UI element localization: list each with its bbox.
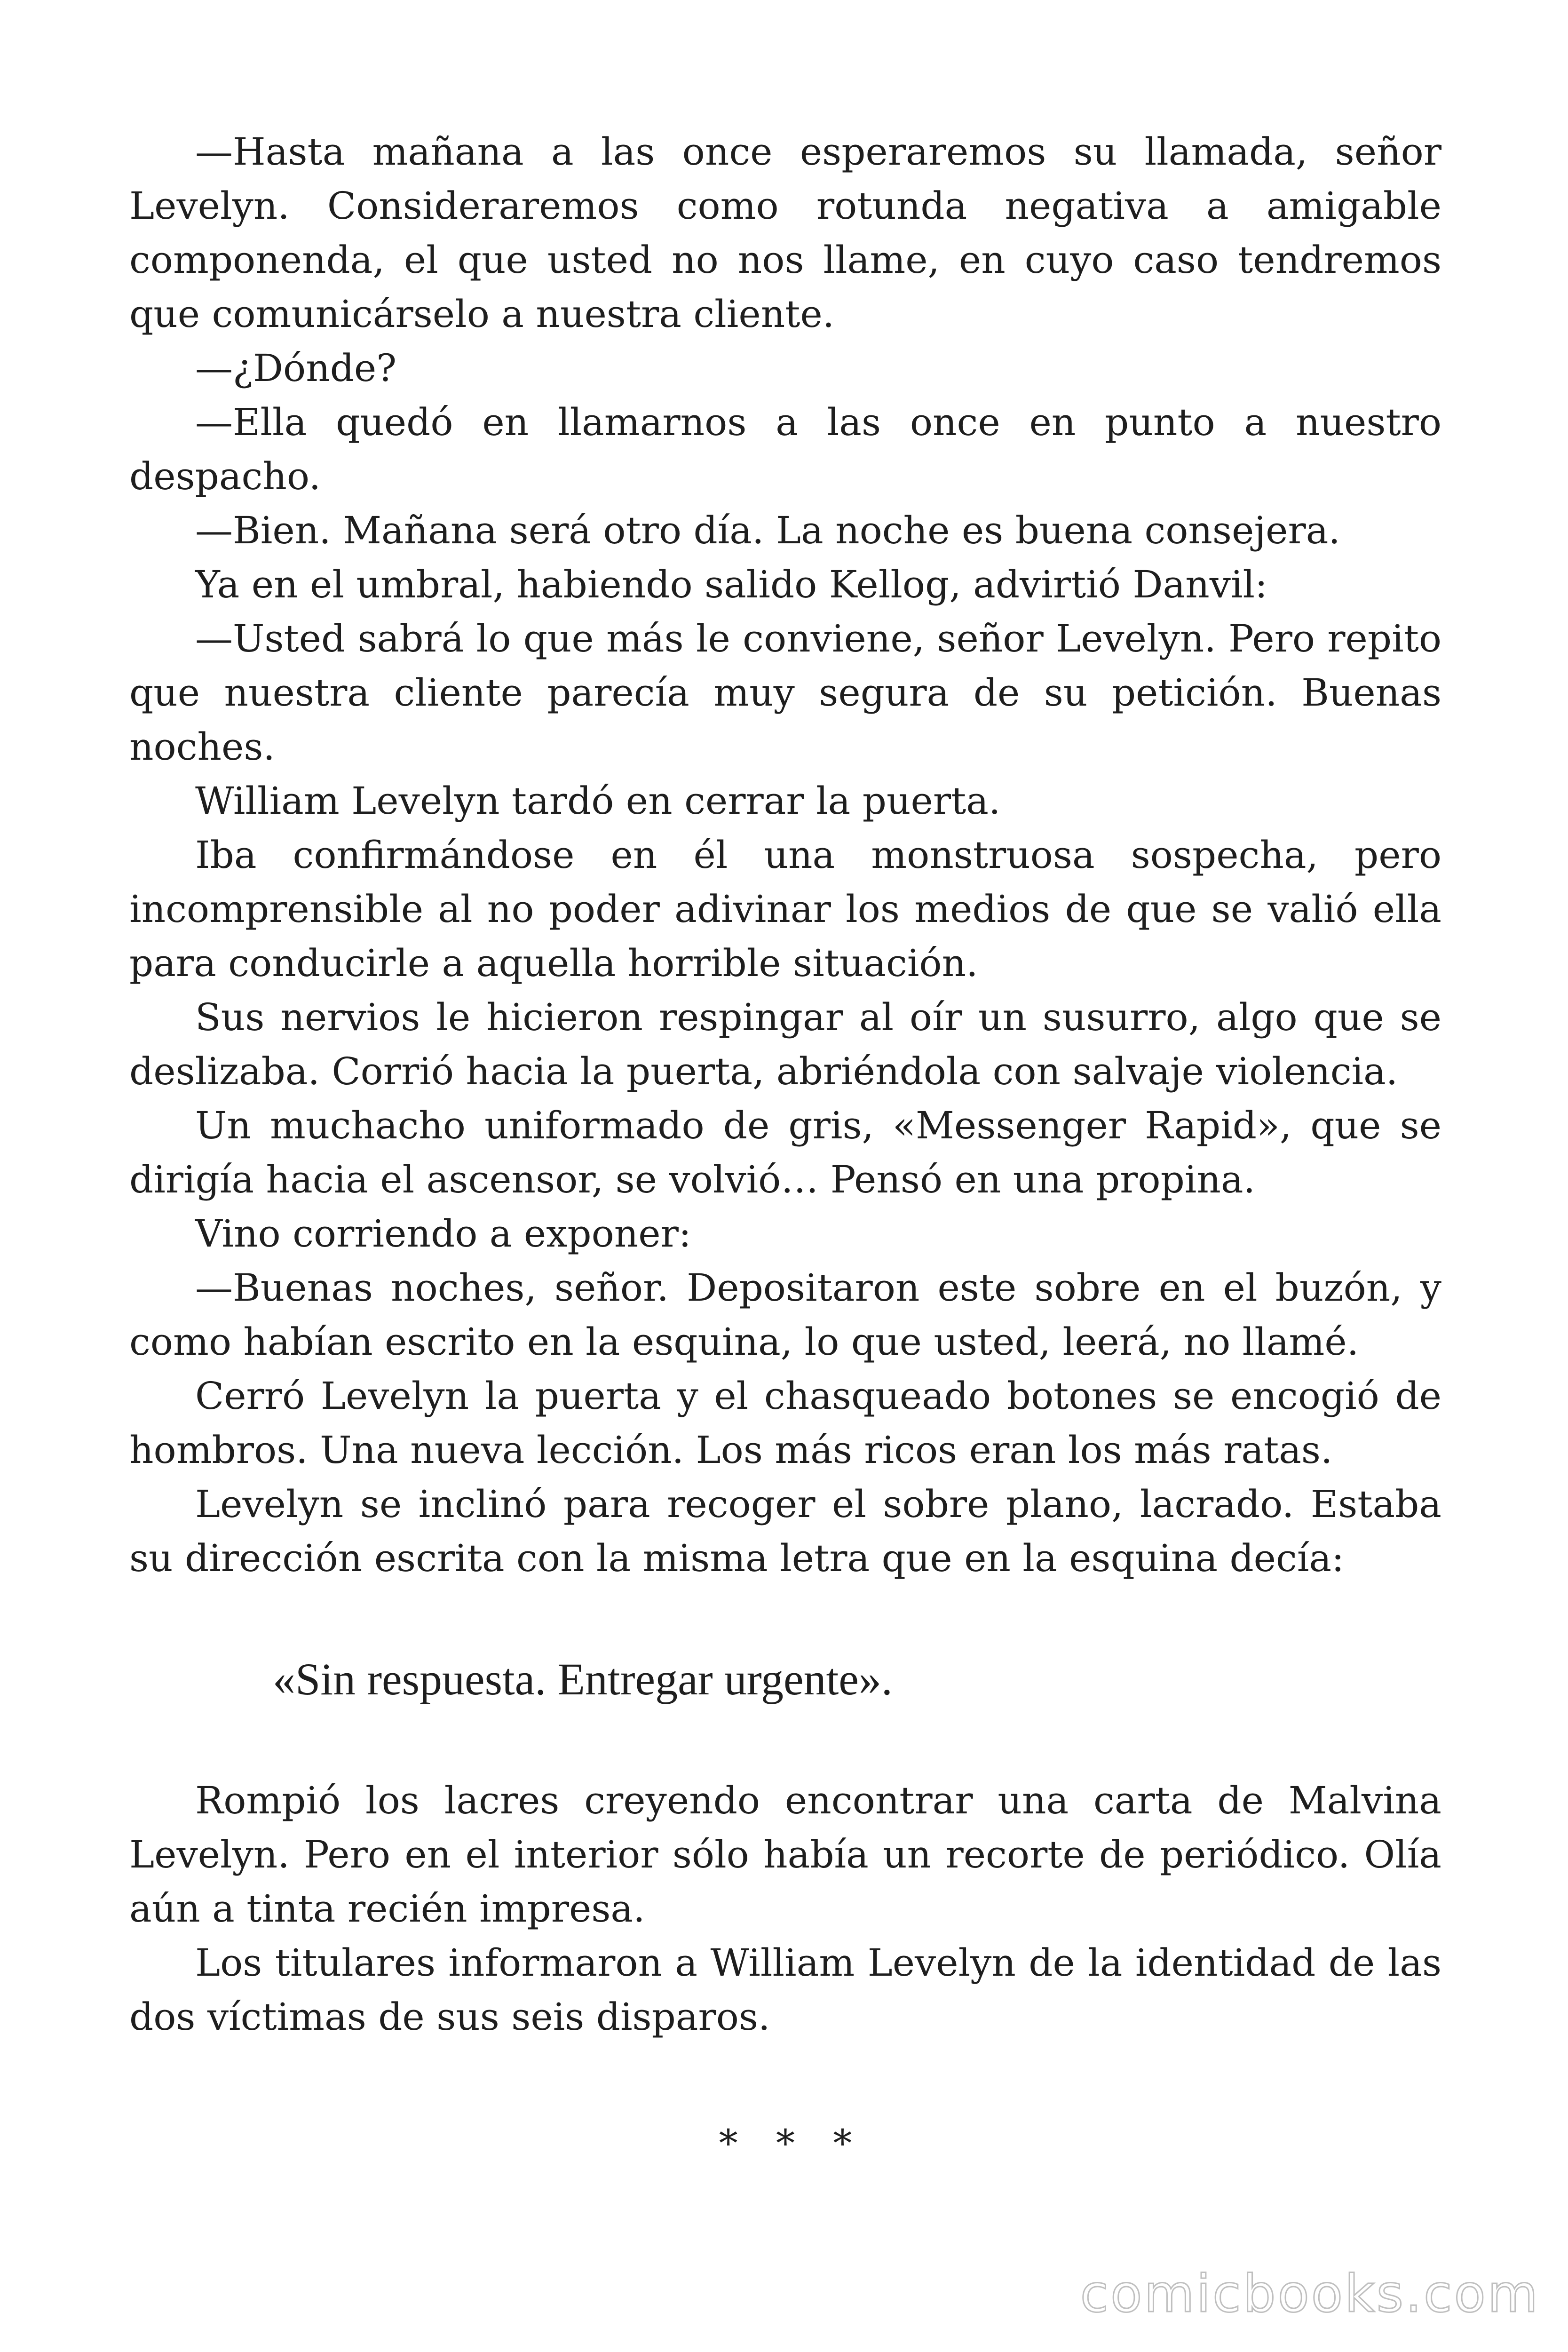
paragraph: Vino corriendo a exponer:	[195, 1212, 691, 1255]
paragraph: —Ella quedó en llamarnos a las once en punto a nuestro despacho.	[129, 400, 1441, 498]
paragraph: William Levelyn tardó en cerrar la puerta.	[195, 779, 1001, 823]
paragraph: Sus nervios le hicieron respingar al oír un susurro, algo que se deslizaba. Corrió hacia la puerta, abriéndola con salvaje violencia.	[129, 995, 1441, 1093]
paragraph: —Hasta mañana a las once esperaremos su llamada, señor Levelyn. Consideraremos como rotunda negativa a amigable componenda, el que usted no nos llame, en cuyo caso tendremos que comunicárselo a nuestra cliente.	[129, 130, 1441, 336]
paragraph: Rompió los lacres creyendo encontrar una carta de Malvina Levelyn. Pero en el interior sólo había un recorte de periódico. Olía aún a tinta recién impresa.	[129, 1779, 1441, 1931]
paragraph: —¿Dónde?	[195, 346, 397, 390]
envelope-inscription: «Sin respuesta. Entregar urgente».	[273, 1654, 893, 1704]
paragraph: Un muchacho uniformado de gris, «Messenger Rapid», que se dirigía hacia el ascensor, se volvió… Pensó en una propina.	[129, 1104, 1441, 1201]
watermark: comicbooks.com	[1080, 2264, 1540, 2324]
paragraph: Levelyn se inclinó para recoger el sobre plano, lacrado. Estaba su dirección escrita con la misma letra que en la esquina decía:	[129, 1482, 1441, 1580]
paragraph: Cerró Levelyn la puerta y el chasqueado botones se encogió de hombros. Una nueva lección. Los más ricos eran los más ratas.	[129, 1374, 1441, 1472]
section-separator: * * *	[719, 2122, 865, 2165]
book-page	[129, 125, 1441, 2165]
paragraph: Los titulares informaron a William Levelyn de la identidad de las dos víctimas de sus seis disparos.	[129, 1941, 1441, 2039]
paragraph: Ya en el umbral, habiendo salido Kellog, advirtió Danvil:	[195, 563, 1268, 606]
paragraph: —Bien. Mañana será otro día. La noche es buena consejera.	[195, 509, 1340, 552]
paragraph: —Usted sabrá lo que más le conviene, señor Levelyn. Pero repito que nuestra cliente parecía muy segura de su petición. Buenas noches.	[129, 617, 1441, 769]
paragraph: Iba confirmándose en él una monstruosa sospecha, pero incomprensible al no poder adivinar los medios de que se valió ella para conducirle a aquella horrible situación.	[129, 833, 1441, 985]
paragraph: —Buenas noches, señor. Depositaron este sobre en el buzón, y como habían escrito en la esquina, lo que usted, leerá, no llamé.	[129, 1266, 1441, 1364]
